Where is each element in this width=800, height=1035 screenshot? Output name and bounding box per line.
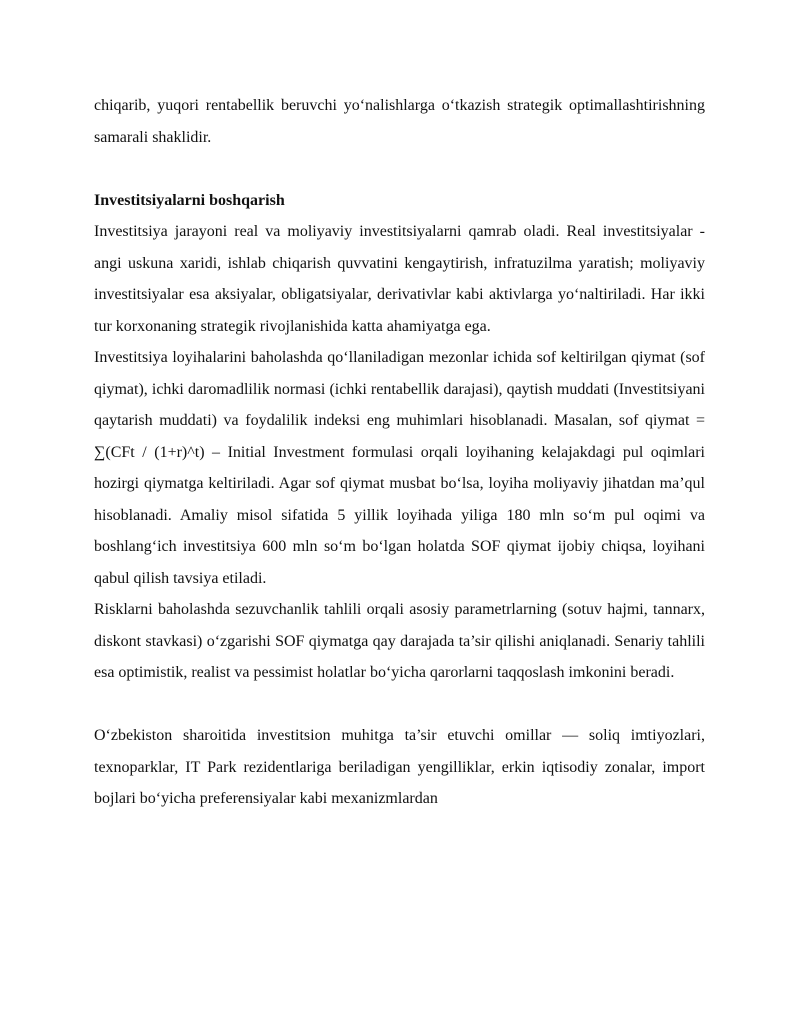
body-paragraph-investment-types: Investitsiya jarayoni real va moliyaviy investitsiyalarni qamrab oladi. Real investitsiyalar - angi uskuna xaridi, ishlab chiqarish quvvatini kengaytirish, infratuzilma yaratish; moliyaviy investitsiyalar esa aksiyalar, obligatsiyalar, derivativlar kabi aktivlarga yo‘naltiriladi. Har ikki tur korxonaning strategik rivojlanishida katta ahamiyatga ega. (94, 223, 705, 335)
closing-paragraph: O‘zbekiston sharoitida investitsion muhitga ta’sir etuvchi omillar — soliq imtiyozlari, texnoparklar, IT Park rezidentlariga beriladigan yengilliklar, erkin iqtisodiy zonalar, import bojlari bo‘yicha preferensiyalar kabi mexanizmlardan (94, 727, 705, 807)
paragraph-spacer (94, 153, 705, 185)
body-paragraph-risk-assessment: Risklarni baholashda sezuvchanlik tahlili orqali asosiy parametrlarning (sotuv hajmi, tannarx, diskont stavkasi) o‘zgarishi SOF qiymatga qay darajada ta’sir qilishi aniqlanadi. Senariy tahlili esa optimistik, realist va pessimist holatlar bo‘yicha qarorlarni taqqoslash imkonini beradi. (94, 601, 705, 681)
continuation-paragraph: chiqarib, yuqori rentabellik beruvchi yo‘nalishlarga o‘tkazish strategik optimallashtirishning samarali shaklidir. (94, 97, 705, 146)
document-page (94, 90, 705, 815)
body-paragraph-evaluation-criteria: Investitsiya loyihalarini baholashda qo‘llaniladigan mezonlar ichida sof keltirilgan qiymat (sof qiymat), ichki daromadlilik normasi (ichki rentabellik darajasi), qaytish muddati (Investitsiyani qaytarish muddati) va foydalilik indeksi eng muhimlari hisoblanadi. Masalan, sof qiymat = ∑(CFt / (1+r)^t) – Initial Investment formulasi orqali loyihaning kelajakdagi pul oqimlari hozirgi qiymatga keltiriladi. Agar sof qiymat musbat bo‘lsa, loyiha moliyaviy jihatdan ma’qul hisoblanadi. Amaliy misol sifatida 5 yillik loyihada yiliga 180 mln so‘m pul oqimi va boshlang‘ich investitsiya 600 mln so‘m bo‘lgan holatda SOF qiymat ijobiy chiqsa, loyihani qabul qilish tavsiya etiladi. (94, 349, 705, 587)
paragraph-spacer (94, 689, 705, 721)
section-heading: Investitsiyalarni boshqarish (94, 191, 285, 209)
